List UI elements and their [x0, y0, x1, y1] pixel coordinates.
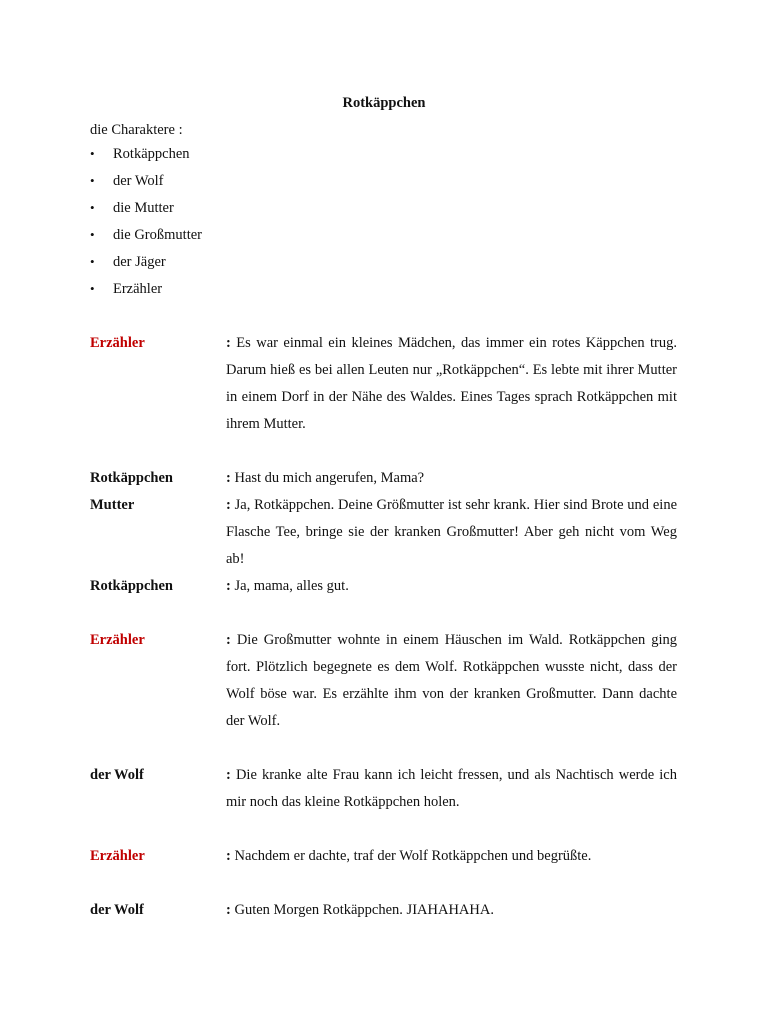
speaker-name: Mutter [90, 497, 135, 513]
dialogue-line [90, 627, 677, 735]
character-item: • der Jäger [90, 254, 166, 270]
speech-text: : Hast du mich angerufen, Mama? [226, 470, 425, 486]
bullet-icon: • [90, 227, 95, 242]
dialogue-section [90, 330, 677, 924]
speaker-name: Rotkäppchen [90, 578, 173, 594]
speaker-name: Rotkäppchen [90, 470, 173, 486]
dialogue-line [90, 897, 677, 924]
speaker-name: der Wolf [90, 767, 144, 783]
character-list [90, 144, 202, 306]
speaker-name: Erzähler [90, 632, 145, 648]
speech-text: : Die kranke alte Frau kann ich leicht fressen, und als Nachtisch werde ich mir noch das kleine Rotkäppchen holen. [226, 767, 677, 810]
dialogue-line [90, 843, 677, 870]
document-title: Rotkäppchen [342, 95, 426, 111]
character-item: • die Großmutter [90, 227, 202, 243]
bullet-icon: • [90, 200, 95, 215]
speech-text: : Es war einmal ein kleines Mädchen, das immer ein rotes Käppchen trug. Darum hieß es bei allen Leuten nur „Rotkäppchen“. Es lebte mit ihrer Mutter in einem Dorf in der Nähe des Waldes. Eines Tages sprach Rotkäppchen mit ihrem Mutter. [226, 335, 677, 432]
dialogue-line [90, 492, 677, 573]
speech-text: : Die Großmutter wohnte in einem Häuschen im Wald. Rotkäppchen ging fort. Plötzlich begegnete es dem Wolf. Rotkäppchen wusste nicht, dass der Wolf böse war. Es erzählte ihm von der kranken Großmutter. Dann dachte der Wolf. [226, 632, 677, 729]
bullet-icon: • [90, 173, 95, 188]
dialogue-line [90, 330, 677, 438]
characters-intro: die Charaktere : [90, 122, 183, 138]
speaker-name: Erzähler [90, 848, 145, 864]
speech-text: : Ja, mama, alles gut. [226, 578, 349, 594]
dialogue-line [90, 573, 677, 600]
character-item: • die Mutter [90, 200, 174, 216]
character-item: • der Wolf [90, 173, 164, 189]
dialogue-line [90, 762, 677, 816]
speaker-name: Erzähler [90, 335, 145, 351]
bullet-icon: • [90, 281, 95, 296]
speech-text: : Guten Morgen Rotkäppchen. JIAHAHAHA. [226, 902, 494, 918]
speech-text: : Ja, Rotkäppchen. Deine Größmutter ist sehr krank. Hier sind Brote und eine Flasche Tee, bringe sie der kranken Großmutter! Aber geh nicht vom Weg ab! [226, 497, 677, 567]
bullet-icon: • [90, 254, 95, 269]
character-item: • Rotkäppchen [90, 146, 190, 162]
dialogue-line [90, 465, 677, 492]
bullet-icon: • [90, 146, 95, 161]
speaker-name: der Wolf [90, 902, 144, 918]
speech-text: : Nachdem er dachte, traf der Wolf Rotkäppchen und begrüßte. [226, 848, 592, 864]
character-item: • Erzähler [90, 281, 163, 297]
